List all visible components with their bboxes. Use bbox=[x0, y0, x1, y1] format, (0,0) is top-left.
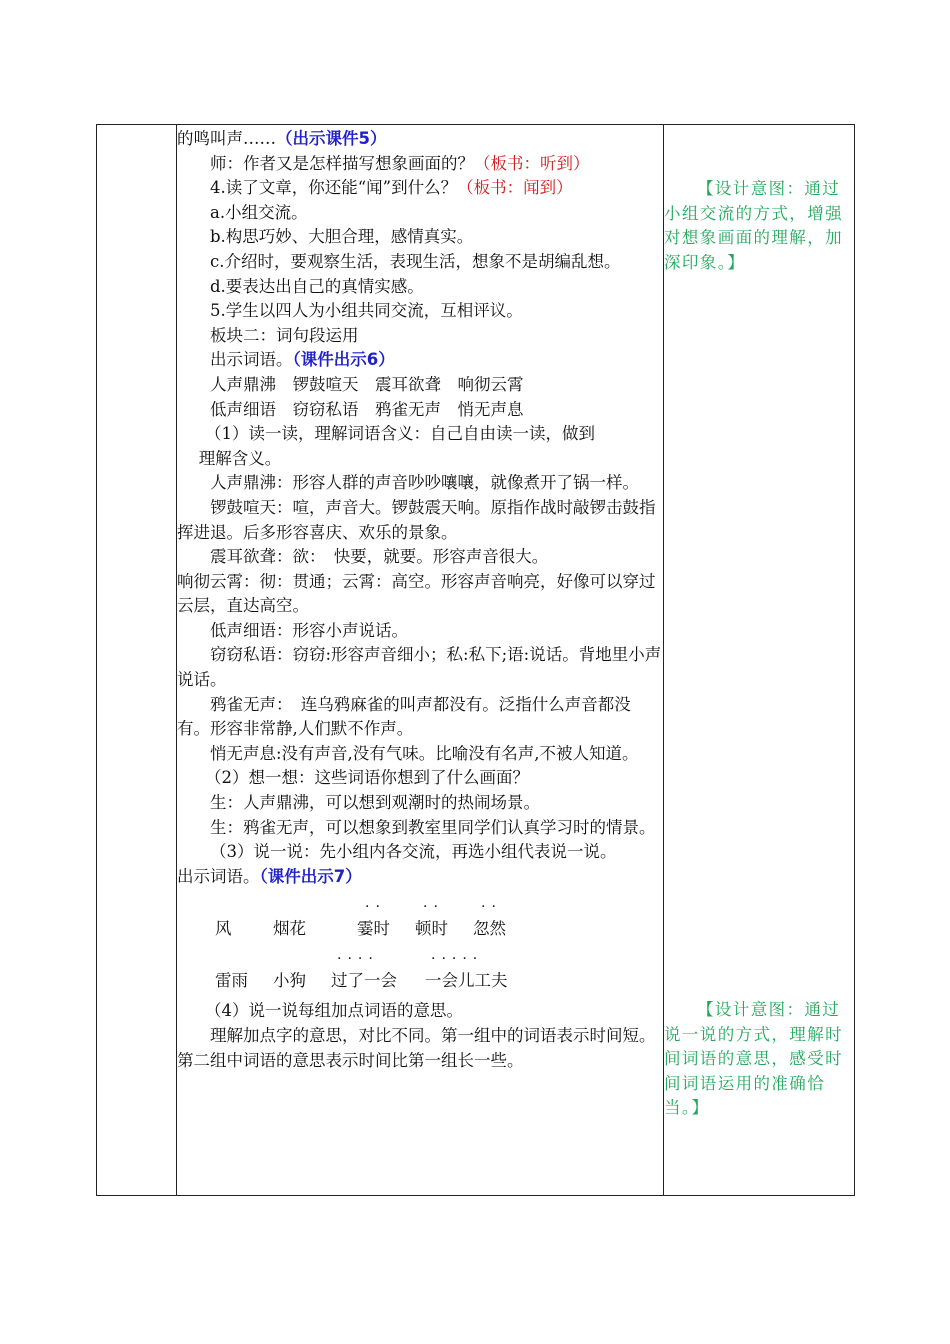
text-segment: 锣鼓喧天：喧，声音大。锣鼓震天响。原指作战时敲锣击鼓指挥进退。后多形容喜庆、欢乐的景象。 bbox=[177, 497, 656, 542]
text-segment: 人声鼎沸：形容人群的声音吵吵嚷嚷，就像煮开了锅一样。 bbox=[210, 473, 639, 493]
text-segment: 生：鸦雀无声，可以想象到教室里同学们认真学习时的情景。 bbox=[210, 817, 656, 837]
design-intent-note-2 bbox=[664, 998, 854, 1121]
text-segment: 5.学生以四人为小组共同交流，互相评议。 bbox=[210, 301, 523, 321]
text-line bbox=[177, 742, 663, 767]
text-line bbox=[177, 471, 663, 496]
text-line bbox=[177, 570, 663, 619]
word-1-2: 烟花 bbox=[273, 919, 306, 939]
text-line bbox=[177, 348, 663, 373]
word-group-2 bbox=[177, 945, 663, 997]
text-segment: （1）读一读，理解词语含义：自己自由读一读，做到 bbox=[205, 424, 596, 444]
text-line bbox=[177, 447, 663, 472]
text-segment: 的鸣叫声…… bbox=[177, 129, 276, 148]
text-segment: 悄无声息:没有声音,没有气味。比喻没有名声,不被人知道。 bbox=[210, 743, 639, 763]
text-line bbox=[177, 496, 663, 545]
text-line bbox=[177, 324, 663, 349]
text-segment: 低声细语 窃窃私语 鸦雀无声 悄无声息 bbox=[210, 399, 524, 419]
text-line bbox=[177, 176, 663, 201]
text-line bbox=[177, 201, 663, 226]
text-segment: 人声鼎沸 锣鼓喧天 震耳欲聋 响彻云霄 bbox=[210, 374, 524, 394]
text-segment: 理解加点字的意思，对比不同。第一组中的词语表示时间短。第二组中词语的意思表示时间比第一组长一些。 bbox=[177, 1026, 656, 1070]
text-line bbox=[177, 225, 663, 250]
text-segment: 出示词语。 bbox=[210, 350, 293, 370]
text-segment: 出示词语。 bbox=[177, 866, 260, 886]
text-line bbox=[177, 816, 663, 841]
emphasis-dots-1b: .. bbox=[423, 895, 444, 912]
text-segment: 理解含义。 bbox=[177, 448, 282, 468]
teaching-process-column bbox=[177, 127, 663, 1073]
text-line bbox=[177, 791, 663, 816]
text-line bbox=[177, 398, 663, 423]
teaching-text-block-2 bbox=[177, 999, 663, 1073]
word-1-1: 风 bbox=[215, 919, 232, 939]
text-segment: （2）想一想：这些词语你想到了什么画面？ bbox=[205, 768, 530, 788]
text-line bbox=[177, 152, 663, 177]
text-segment: 4.读了文章，你还能“闻”到什么？ bbox=[210, 178, 458, 198]
emphasis-dots-2a: .... bbox=[337, 947, 379, 964]
text-segment: d.要表达出自己的真情实感。 bbox=[210, 276, 424, 296]
blackboard-tag: （板书：闻到） bbox=[457, 178, 573, 198]
word-1-5: 忽然 bbox=[473, 919, 506, 939]
text-segment: （3）说一说：先小组内各交流，再选小组代表说一说。 bbox=[210, 842, 617, 862]
text-line bbox=[177, 545, 663, 570]
text-segment: 鸦雀无声： 连乌鸦麻雀的叫声都没有。泛指什么声音都没有。形容非常静,人们默不作声。 bbox=[177, 694, 631, 739]
text-line bbox=[177, 127, 663, 152]
word-1-3: 霎时 bbox=[357, 919, 390, 939]
text-line bbox=[177, 299, 663, 324]
courseware-tag: （出示课件5） bbox=[276, 129, 387, 148]
text-line bbox=[177, 840, 663, 865]
courseware-tag: （课件出示6） bbox=[292, 350, 395, 370]
text-line bbox=[177, 693, 663, 742]
word-group-1 bbox=[177, 895, 663, 945]
emphasis-dots-1a: .. bbox=[365, 895, 386, 912]
text-segment: 生：人声鼎沸，可以想到观潮时的热闹场景。 bbox=[210, 793, 540, 813]
text-line bbox=[177, 250, 663, 275]
word-2-1: 雷雨 bbox=[215, 971, 248, 991]
blackboard-tag: （板书：听到） bbox=[474, 153, 590, 173]
text-line bbox=[177, 275, 663, 300]
text-line bbox=[177, 373, 663, 398]
text-segment: c.介绍时，要观察生活，表现生活，想象不是胡编乱想。 bbox=[210, 251, 621, 271]
text-line bbox=[177, 422, 663, 447]
design-intent-text-2: 【设计意图：通过说一说的方式，理解时间词语的意思，感受时间词语运用的准确恰当。】 bbox=[664, 1000, 843, 1118]
word-2-3: 过了一会 bbox=[331, 971, 397, 991]
text-segment: 震耳欲聋：欲： 快要，就要。形容声音很大。 bbox=[210, 547, 549, 567]
text-segment: （4）说一说每组加点词语的意思。 bbox=[205, 1001, 464, 1021]
text-line bbox=[177, 766, 663, 791]
word-1-4: 顿时 bbox=[415, 919, 448, 939]
lesson-table bbox=[96, 124, 855, 1196]
text-segment: a.小组交流。 bbox=[210, 202, 308, 222]
text-segment: 师：作者又是怎样描写想象画面的？ bbox=[210, 153, 474, 173]
emphasis-dots-2b: ..... bbox=[431, 947, 484, 964]
text-segment: 板块二：词句段运用 bbox=[210, 325, 359, 345]
text-segment: b.构思巧妙、大胆合理，感情真实。 bbox=[210, 227, 474, 247]
courseware-tag: （课件出示7） bbox=[259, 866, 362, 886]
word-2-4: 一会儿工夫 bbox=[425, 971, 508, 991]
text-line bbox=[177, 999, 663, 1024]
text-line bbox=[177, 643, 663, 692]
text-line bbox=[177, 1024, 663, 1073]
design-intent-note-1 bbox=[664, 177, 854, 275]
text-segment: 低声细语：形容小声说话。 bbox=[210, 620, 408, 640]
emphasis-dots-1c: .. bbox=[481, 895, 502, 912]
teaching-text-block-1 bbox=[177, 127, 663, 889]
design-intent-text-1: 【设计意图：通过小组交流的方式，增强对想象画面的理解，加深印象。】 bbox=[664, 179, 843, 272]
text-segment: 窃窃私语：窃窃:形容声音细小；私:私下;语:说话。背地里小声说话。 bbox=[177, 645, 662, 690]
text-segment: 响彻云霄：彻：贯通；云霄：高空。形容声音响亮，好像可以穿过云层，直达高空。 bbox=[177, 571, 656, 616]
word-2-2: 小狗 bbox=[273, 971, 306, 991]
text-line bbox=[177, 619, 663, 644]
text-line bbox=[177, 865, 663, 890]
